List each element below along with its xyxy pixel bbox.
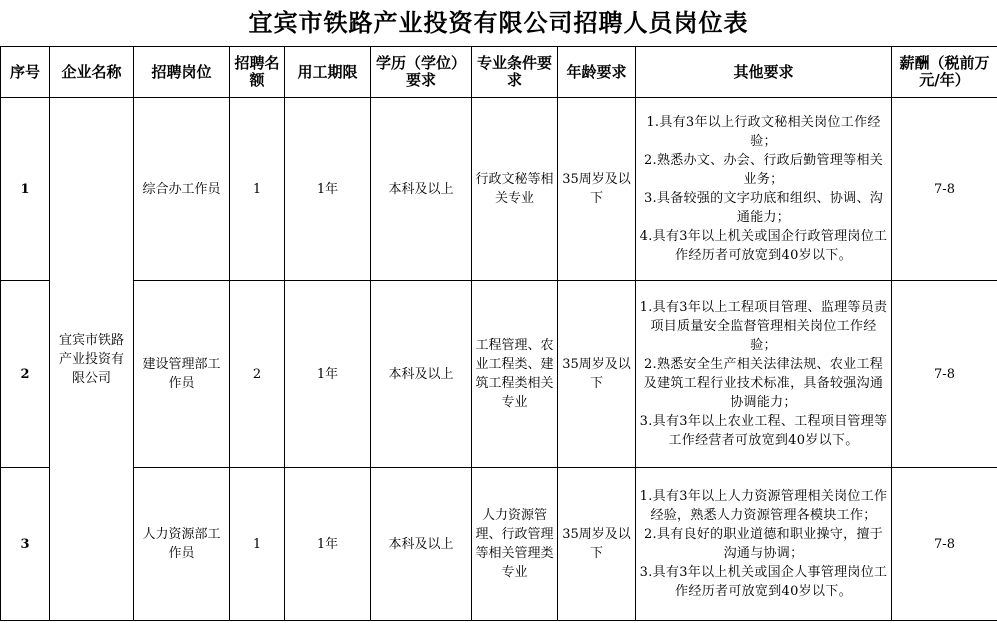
- requirement-item: 3.具有3年以上农业工程、工程项目管理等工作经营者可放宽到40岁以下。: [639, 414, 888, 448]
- company-cell: 宜宾市铁路产业投资有限公司: [50, 98, 134, 621]
- salary-cell: 7-8: [892, 98, 997, 281]
- page-title: 宜宾市铁路产业投资有限公司招聘人员岗位表: [0, 0, 997, 47]
- position-cell: 综合办工作员: [134, 98, 230, 281]
- header-row: [1, 47, 997, 98]
- age-cell: 35周岁及以下: [558, 98, 636, 281]
- seq-cell: 3: [1, 468, 50, 621]
- age-cell: 35周岁及以下: [558, 281, 636, 468]
- header-seq: 序号: [1, 47, 50, 98]
- requirement-item: 3.具有3年以上机关或国企人事管理岗位工作经历者可放宽到40岁以下。: [639, 565, 888, 599]
- term-cell: 1年: [285, 468, 371, 621]
- recruitment-table: [0, 46, 997, 621]
- header-salary: 薪酬（税前万元/年）: [892, 47, 997, 98]
- salary-cell: 7-8: [892, 468, 997, 621]
- other-requirements-cell: [636, 281, 892, 468]
- header-position: 招聘岗位: [134, 47, 230, 98]
- quota-cell: 2: [230, 281, 285, 468]
- other-requirements-cell: [636, 98, 892, 281]
- requirement-item: 1.具有3年以上工程项目管理、监理等员责项目质量安全监督管理相关岗位工作经验；: [639, 300, 888, 353]
- education-cell: 本科及以上: [371, 98, 472, 281]
- requirement-item: 3.具备较强的文字功底和组织、协调、沟通能力；: [643, 191, 884, 225]
- term-cell: 1年: [285, 281, 371, 468]
- quota-cell: 1: [230, 468, 285, 621]
- major-cell: 工程管理、农业工程类、建筑工程类相关专业: [472, 281, 558, 468]
- term-cell: 1年: [285, 98, 371, 281]
- quota-cell: 1: [230, 98, 285, 281]
- major-cell: 行政文秘等相关专业: [472, 98, 558, 281]
- header-company: 企业名称: [50, 47, 134, 98]
- position-cell: 人力资源部工作员: [134, 468, 230, 621]
- position-cell: 建设管理部工作员: [134, 281, 230, 468]
- table-row: [1, 98, 997, 281]
- requirement-item: 1.具有3年以上人力资源管理相关岗位工作经验，熟悉人力资源管理各模块工作；: [639, 489, 888, 523]
- header-other: 其他要求: [636, 47, 892, 98]
- age-cell: 35周岁及以下: [558, 468, 636, 621]
- education-cell: 本科及以上: [371, 468, 472, 621]
- header-term: 用工期限: [285, 47, 371, 98]
- requirement-item: 2.熟悉安全生产相关法律法规、农业工程及建筑工程行业技术标准，具备较强沟通协调能力；: [643, 357, 884, 410]
- requirement-item: 2.具有良好的职业道德和职业操守，擅于沟通与协调；: [643, 527, 884, 561]
- salary-cell: 7-8: [892, 281, 997, 468]
- header-education: 学历（学位）要求: [371, 47, 472, 98]
- seq-cell: 1: [1, 98, 50, 281]
- major-cell: 人力资源管理、行政管理等相关管理类专业: [472, 468, 558, 621]
- requirement-item: 2.熟悉办文、办会、行政后勤管理等相关业务；: [643, 153, 884, 187]
- header-age: 年龄要求: [558, 47, 636, 98]
- requirement-item: 4.具有3年以上机关或国企行政管理岗位工作经历者可放宽到40岁以下。: [639, 229, 888, 263]
- seq-cell: 2: [1, 281, 50, 468]
- table-row: [1, 281, 997, 468]
- other-requirements-cell: [636, 468, 892, 621]
- table-row: [1, 468, 997, 621]
- header-major: 专业条件要求: [472, 47, 558, 98]
- header-quota: 招聘名额: [230, 47, 285, 98]
- requirement-item: 1.具有3年以上行政文秘相关岗位工作经验；: [646, 115, 881, 149]
- education-cell: 本科及以上: [371, 281, 472, 468]
